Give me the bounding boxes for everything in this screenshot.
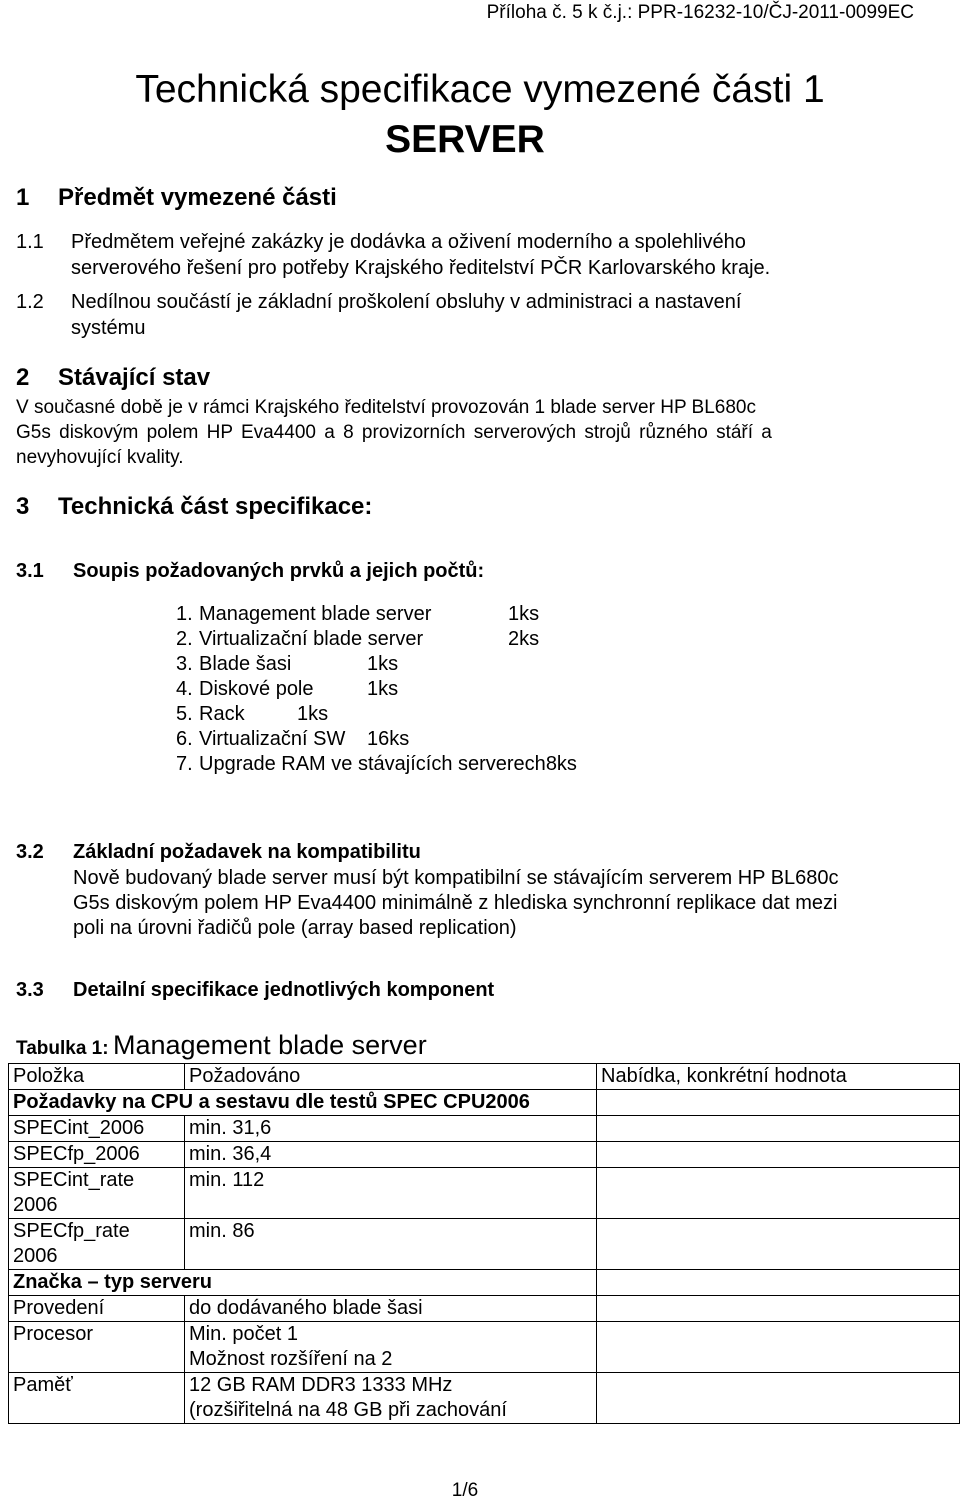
table-caption-label: Tabulka 1: [16, 1038, 109, 1059]
offer-cell[interactable] [597, 1373, 960, 1424]
item-number: 1.1 [16, 231, 44, 253]
table-row [9, 1296, 960, 1322]
item-text: Nedílnou součástí je základní proškolení obsluhy v administraci a nastavení [71, 291, 742, 313]
item-cell: SPECint_2006 [9, 1116, 185, 1142]
table-header-row [9, 1064, 960, 1090]
table-row [9, 1168, 960, 1219]
item-cell: Provedení [9, 1296, 185, 1322]
required-line: 12 GB RAM DDR3 1333 MHz [189, 1374, 453, 1396]
table-row [9, 1322, 960, 1373]
table-row [9, 1373, 960, 1424]
list-qty: 16ks [367, 728, 410, 750]
section-number: 3.1 [16, 560, 44, 582]
item-text: Předmětem veřejné zakázky je dodávka a oživení moderního a spolehlivého [71, 231, 746, 253]
table-row [9, 1142, 960, 1168]
list-qty: 1ks [367, 653, 399, 675]
table-group-row [9, 1270, 960, 1296]
body-line: nevyhovující kvality. [16, 447, 184, 468]
required-cell: do dodávaného blade šasi [185, 1296, 597, 1322]
group-heading: Značka – typ serveru [9, 1270, 597, 1296]
section-3-heading [16, 493, 372, 521]
offer-cell[interactable] [597, 1116, 960, 1142]
specification-table [8, 1063, 960, 1424]
body-line: poli na úrovni řadičů pole (array based replication) [73, 917, 517, 939]
document-subtitle: SERVER [385, 118, 545, 161]
section-title: Předmět vymezené části [58, 184, 337, 211]
table-caption-name: Management blade server [113, 1030, 427, 1060]
list-item [176, 627, 577, 652]
list-number: 1. [176, 603, 193, 625]
required-cell: min. 86 [185, 1219, 597, 1270]
list-name: Blade šasi [199, 653, 292, 675]
section-title: Detailní specifikace jednotlivých komponent [73, 979, 495, 1001]
item-cell: Paměť [9, 1373, 185, 1424]
list-name: Rack [199, 703, 245, 725]
list-item [176, 677, 577, 702]
table-row [9, 1116, 960, 1142]
item-line: 2006 [13, 1245, 58, 1267]
list-qty: 2ks [508, 628, 540, 650]
item-cell [9, 1168, 185, 1219]
offer-cell[interactable] [597, 1142, 960, 1168]
offer-cell[interactable] [597, 1168, 960, 1219]
section-3-3-heading [16, 979, 494, 1002]
section-title: Soupis požadovaných prvků a jejich počtů: [73, 560, 485, 582]
body-line: V současné době je v rámci Krajského ředitelství provozován 1 blade server HP BL680c [16, 397, 756, 418]
item-cell [9, 1219, 185, 1270]
section-3-2-heading [16, 841, 421, 864]
offer-cell[interactable] [597, 1296, 960, 1322]
column-header: Nabídka, konkrétní hodnota [597, 1064, 960, 1090]
list-qty: 1ks [297, 703, 329, 725]
body-line: Nově budovaný blade server musí být kompatibilní se stávajícím serverem HP BL680c [73, 867, 839, 889]
list-name: Upgrade RAM ve stávajících serverech [199, 753, 546, 775]
list-number: 3. [176, 653, 193, 675]
list-name: Management blade server [199, 603, 432, 625]
body-line: G5s diskovým polem HP Eva4400 a 8 provizorních serverových strojů různého stáří a [16, 422, 772, 443]
column-header: Položka [9, 1064, 185, 1090]
item-line: SPECint_rate [13, 1169, 135, 1191]
section-title: Základní požadavek na kompatibilitu [73, 841, 421, 863]
section-2-body [16, 395, 772, 470]
list-item [176, 602, 577, 627]
list-item [176, 727, 577, 752]
document-reference: Příloha č. 5 k č.j.: PPR-16232-10/ČJ-2011-0099EC [486, 2, 914, 23]
section-3-2-body [73, 866, 839, 941]
page-number: 1/6 [451, 1480, 479, 1501]
required-line: (rozšiřitelná na 48 GB při zachování [189, 1399, 507, 1421]
list-number: 6. [176, 728, 193, 750]
offer-cell[interactable] [597, 1219, 960, 1270]
list-item [176, 752, 577, 777]
section-1-heading [16, 184, 337, 212]
table-group-row [9, 1090, 960, 1116]
required-cell: min. 36,4 [185, 1142, 597, 1168]
list-item [176, 652, 577, 677]
group-heading: Požadavky na CPU a sestavu dle testů SPEC CPU2006 [9, 1090, 597, 1116]
required-cell: min. 112 [185, 1168, 597, 1219]
item-1-1 [16, 229, 770, 281]
required-line: Min. počet 1 [189, 1323, 298, 1345]
offer-cell[interactable] [597, 1090, 960, 1116]
list-item [176, 702, 577, 727]
offer-cell[interactable] [597, 1322, 960, 1373]
item-cell: Procesor [9, 1322, 185, 1373]
item-line: 2006 [13, 1194, 58, 1216]
section-number: 3.3 [16, 979, 44, 1001]
list-qty: 1ks [367, 678, 399, 700]
section-title: Stávající stav [58, 364, 211, 391]
section-2-heading [16, 364, 210, 392]
list-number: 4. [176, 678, 193, 700]
item-text-continued: serverového řešení pro potřeby Krajského ředitelství PČR Karlovarského kraje. [71, 257, 771, 279]
components-list [176, 602, 577, 777]
item-number: 1.2 [16, 291, 44, 313]
item-text-continued: systému [71, 317, 146, 339]
list-number: 7. [176, 753, 193, 775]
item-1-2 [16, 289, 741, 341]
required-cell [185, 1373, 597, 1424]
list-number: 5. [176, 703, 193, 725]
table-row [9, 1219, 960, 1270]
offer-cell[interactable] [597, 1270, 960, 1296]
column-header: Požadováno [185, 1064, 597, 1090]
body-line: G5s diskovým polem HP Eva4400 minimálně z hlediska synchronní replikace dat mezi [73, 892, 838, 914]
required-line: Možnost rozšíření na 2 [189, 1348, 393, 1370]
required-cell [185, 1322, 597, 1373]
item-cell: SPECfp_2006 [9, 1142, 185, 1168]
list-name: Diskové pole [199, 678, 314, 700]
section-number: 1 [16, 184, 30, 211]
section-number: 3 [16, 493, 30, 520]
list-name: Virtualizační SW [199, 728, 346, 750]
item-line: SPECfp_rate [13, 1220, 130, 1242]
list-qty: 8ks [545, 753, 577, 775]
section-3-1-heading [16, 560, 484, 583]
section-number: 3.2 [16, 841, 44, 863]
list-number: 2. [176, 628, 193, 650]
section-title: Technická část specifikace: [58, 493, 373, 520]
section-number: 2 [16, 364, 30, 391]
required-cell: min. 31,6 [185, 1116, 597, 1142]
list-qty: 1ks [508, 603, 540, 625]
document-title: Technická specifikace vymezené části 1 [135, 68, 825, 111]
list-name: Virtualizační blade server [199, 628, 424, 650]
table-caption [16, 1030, 427, 1061]
